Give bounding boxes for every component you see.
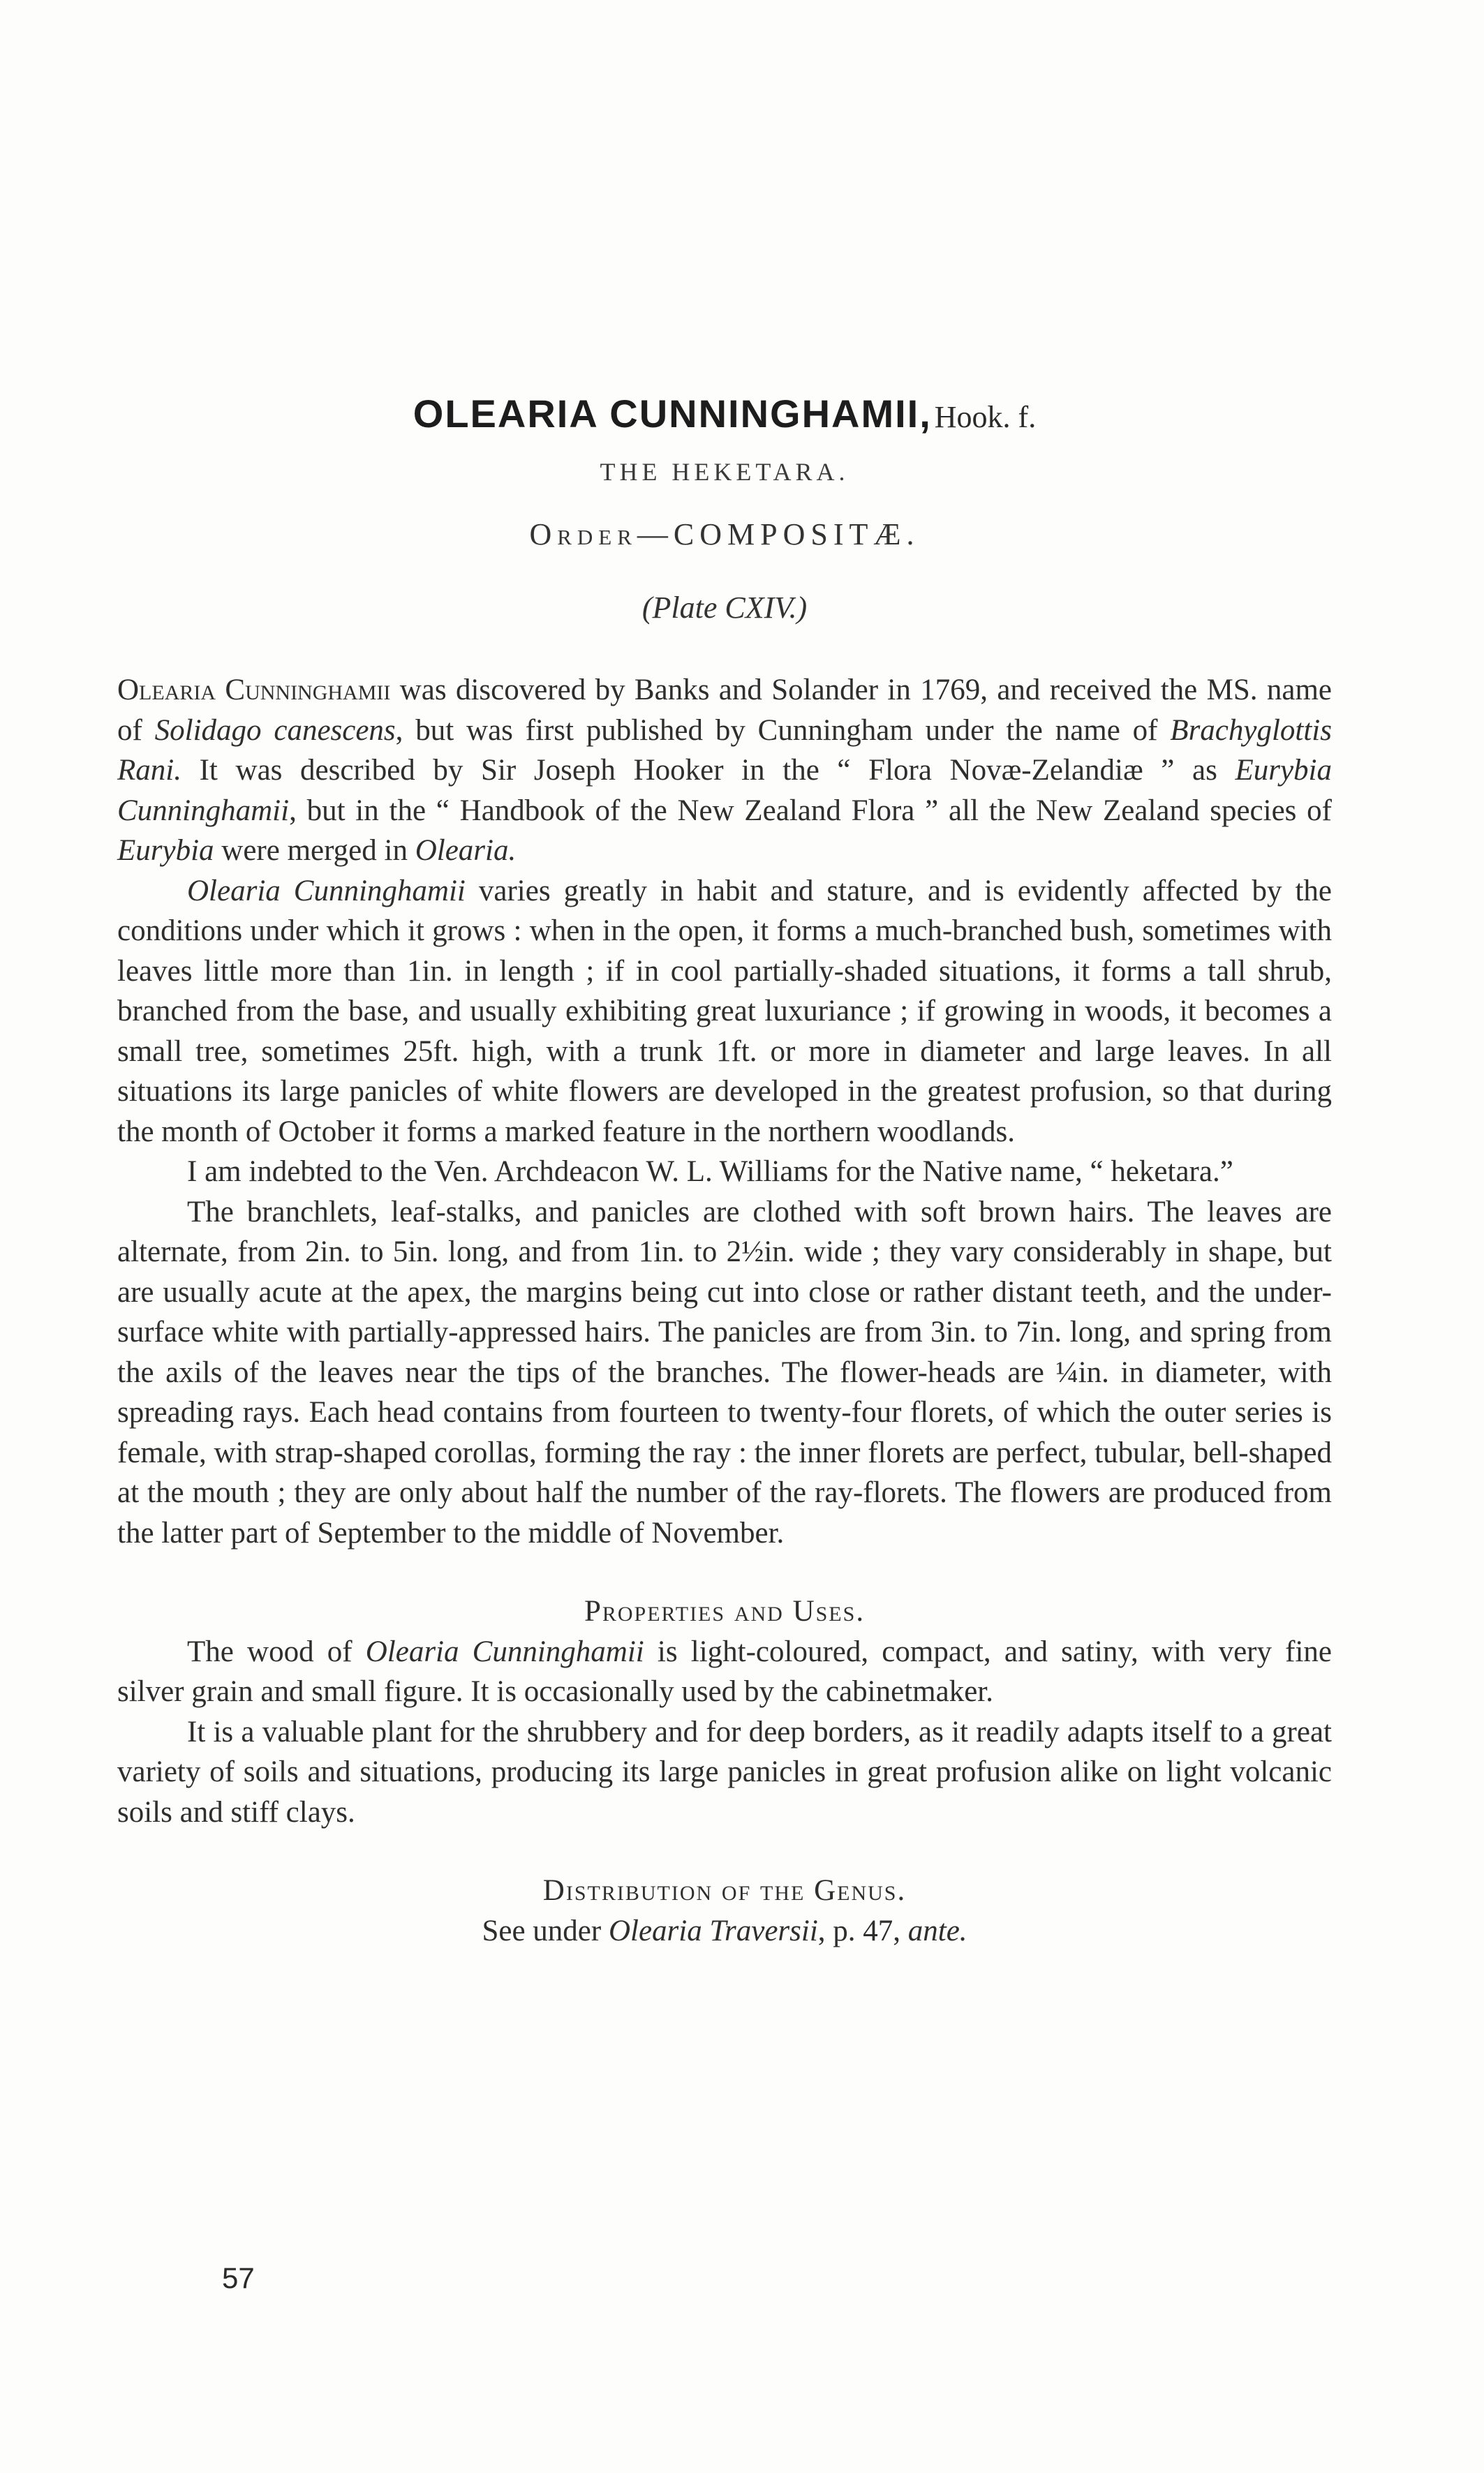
italic-run: Eurybia [117,834,214,867]
properties-heading: Properties and Uses. [584,1595,866,1628]
paragraph-native-name: I am indebted to the Ven. Archdeacon W. L. Williams for the Native name, “ heketara.” [187,1155,1233,1188]
paragraph-wood [117,1632,1332,1712]
distribution-heading: Distribution of the Genus. [542,1874,907,1907]
species-name: OLEARIA CUNNINGHAMII, [413,392,932,436]
paragraph-habit [117,871,1332,1152]
italic-run: Olearia Traversii [608,1914,818,1947]
italic-run: Brachyglottis Rani. [117,713,1332,787]
text-run: , but was first published by Cunningham under the name of [395,713,1171,747]
text-run: varies greatly in habit and stature, and is evidently affected by the conditions under which it grows : when in the open, it forms a much-branched bush, sometimes with leaves little more than 1in. in length ; if in cool partially-shaded situations, it forms a tall shrub, branched from the base, and usually exhibiting great luxuriance ; if growing in woods, it becomes a small tree, sometimes 25ft. high, with a trunk 1ft. or more in diameter and large leaves. In all situations its large panicles of white flowers are developed in the greatest profusion, so that during the month of October it forms a marked feature in the northern woodlands. [117,874,1332,1148]
italic-run: Eurybia Cunninghamii [117,754,1332,827]
lead-small-caps: Olearia Cunninghamii [117,674,391,706]
paragraph-uses: It is a valuable plant for the shrubbery and for deep borders, as it readily adapts itself to a great variety of soils and situations, producing its large panicles in great profusion alike on light volcanic soils and stiff clays. [117,1715,1332,1829]
text-run: See under [482,1914,609,1947]
text-run: , but in the “ Handbook of the New Zealand Flora ” all the New Zealand species of [289,794,1332,827]
document-page [117,0,1332,2473]
italic-run: ante. [907,1914,967,1947]
species-title [117,391,1332,436]
article-body [117,670,1332,1951]
distribution-reference [117,1911,1332,1952]
italic-run: Olearia. [415,834,517,867]
plate-reference: (Plate CXIV.) [641,591,808,625]
text-run: It was described by Sir Joseph Hooker in the “ Flora Novæ-Zelandiæ ” as [181,754,1236,787]
text-run: is light-coloured, compact, and satiny, with very fine silver grain and small figure. It is occasionally used by the cabinetmaker. [117,1635,1332,1708]
text-run: was discovered by Banks and Solander in 1769, and received the MS. name of [117,674,1332,747]
paragraph-intro [117,670,1332,871]
text-run: were merged in [214,834,415,867]
order-heading: Order—COMPOSITÆ. [529,517,920,551]
page-number: 57 [222,2262,255,2294]
text-run: , p. 47, [817,1914,908,1947]
paragraph-description: The branchlets, leaf-stalks, and panicles are clothed with soft brown hairs. The leaves are alternate, from 2in. to 5in. long, and from 1in. to 2½in. wide ; they vary considerably in shape, but are usually acute at the apex, the margins being cut into close or rather distant teeth, and the under-surface white with partially-appressed hairs. The panicles are from 3in. to 7in. long, and spring from the axils of the leaves near the tips of the branches. The flower-heads are ¼in. in diameter, with spreading rays. Each head contains from fourteen to twenty-four florets, of which the outer series is female, with strap-shaped corollas, forming the ray : the inner florets are perfect, tubular, bell-shaped at the mouth ; they are only about half the number of the ray-florets. The flowers are produced from the latter part of September to the middle of November. [117,1195,1332,1550]
common-name: THE HEKETARA. [600,458,849,486]
italic-run: Solidago canescens [154,713,396,747]
species-author: Hook. f. [934,400,1037,434]
italic-run: Olearia Cunninghamii [365,1635,644,1668]
italic-run: Olearia Cunninghamii [187,874,466,907]
text-run: The wood of [187,1635,366,1668]
